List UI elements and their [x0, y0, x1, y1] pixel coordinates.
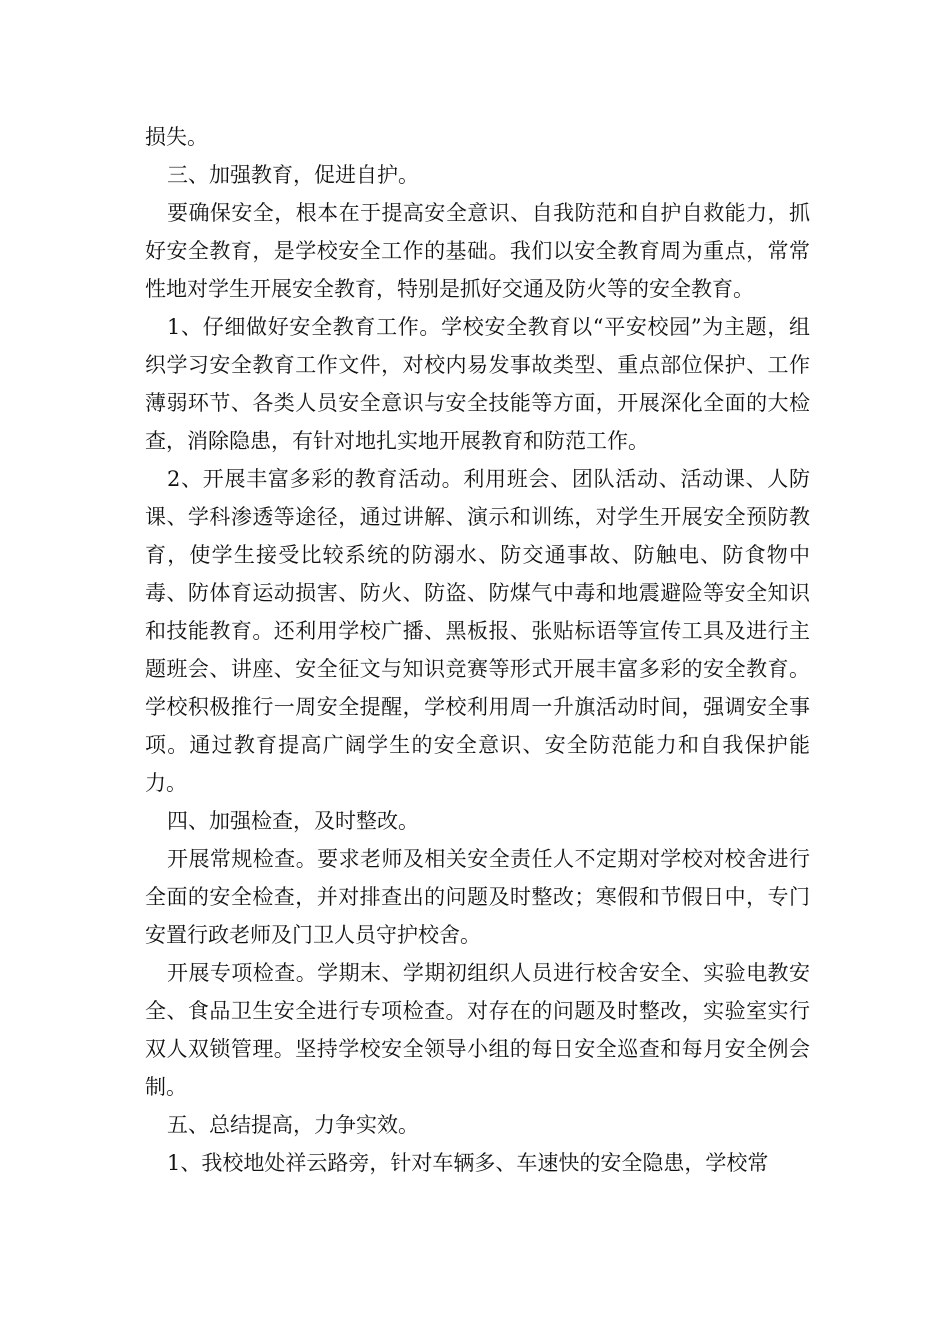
paragraph-routine-inspection: 开展常规检查。要求老师及相关安全责任人不定期对学校对校舍进行全面的安全检查，并对排查出的问题及时整改；寒假和节假日中，专门安置行政老师及门卫人员守护校舍。 — [145, 847, 810, 947]
paragraph-continuation: 损失。 — [145, 125, 208, 149]
section-heading-5: 五、总结提高，力争实效。 — [167, 1113, 419, 1137]
section-heading-3: 三、加强教育，促进自护。 — [167, 163, 419, 187]
paragraph-special-inspection: 开展专项检查。学期末、学期初组织人员进行校舍安全、实验电教安全、食品卫生安全进行专项检查。对存在的问题及时整改，实验室实行双人双锁管理。坚持学校安全领导小组的每日安全巡查和每月安全例会制。 — [145, 961, 810, 1099]
paragraph-item-2-activities: 2、开展丰富多彩的教育活动。利用班会、团队活动、活动课、人防课、学科渗透等途径，通过讲解、演示和训练，对学生开展安全预防教育，使学生接受比较系统的防溺水、防交通事故、防触电、防食物中毒、防体育运动损害、防火、防盗、防煤气中毒和地震避险等安全知识和技能教育。还利用学校广播、黑板报、张贴标语等宣传工具及进行主题班会、讲座、安全征文与知识竞赛等形式开展丰富多彩的安全教育。学校积极推行一周安全提醒，学校利用周一升旗活动时间，强调安全事项。通过教育提高广阔学生的安全意识、安全防范能力和自我保护能力。 — [145, 467, 810, 795]
document-body — [145, 118, 810, 1182]
section-heading-4: 四、加强检查，及时整改。 — [167, 809, 419, 833]
paragraph-item-1-location: 1、我校地处祥云路旁，针对车辆多、车速快的安全隐患，学校常 — [167, 1151, 769, 1175]
paragraph-item-1-education: 1、仔细做好安全教育工作。学校安全教育以“平安校园”为主题，组织学习安全教育工作文件，对校内易发事故类型、重点部位保护、工作薄弱环节、各类人员安全意识与安全技能等方面，开展深化全面的大检查，消除隐患，有针对地扎实地开展教育和防范工作。 — [145, 315, 810, 453]
paragraph-safety-awareness: 要确保安全，根本在于提高安全意识、自我防范和自护自救能力，抓好安全教育，是学校安全工作的基础。我们以安全教育周为重点，常常性地对学生开展安全教育，特别是抓好交通及防火等的安全教育。 — [145, 201, 810, 301]
